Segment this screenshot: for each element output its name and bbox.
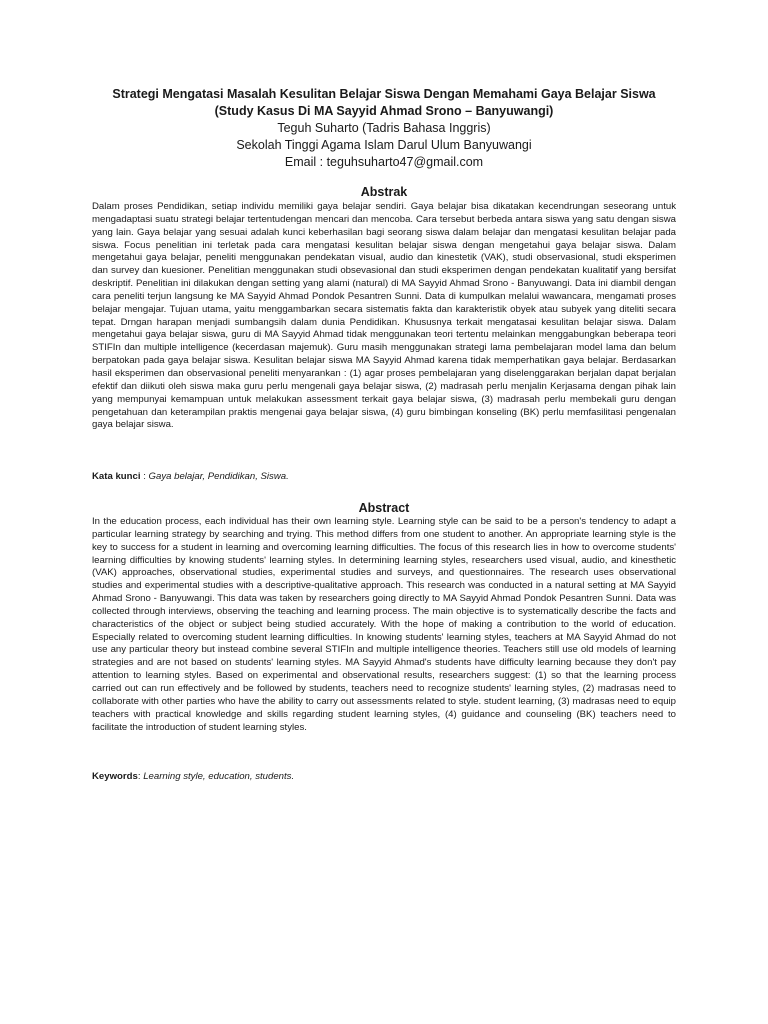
abstrak-body: Dalam proses Pendidikan, setiap individu memiliki gaya belajar sendiri. Gaya belajar bisa dikatakan kecendrungan seseorang untuk mengadaptasi suatu strategi belajar tertentudengan mencari dan mencoba. Cara tersebut berbeda antara siswa yang satu dengan siswa yang lain. Gaya belajar yang sesuai adalah kunci keberhasilan bagi seorang siswa dalam belajar dan mengatasi kesulitan belajar pada siswa. Focus penelitian ini terletak pada cara mengatasi kesulitan belajar siswa dengan mengetahui gaya belajar siswa. Dalam mengetahui gaya belajar, peneliti menggunakan pendekatan visual, audio dan kinestetik (VAK), studi observasional, studi eksperimen dan survey dan kuesioner. Penelitian menggunakan studi obsevasional dan studi eksperimen dengan pendekatan kualitatif yang bersifat deskriptif. Penelitian ini dilakukan dengan setting yang alami (natural) di MA Sayyid Ahmad Srono - Banyuwangi. Data ini diambil dengan cara peneliti terjun langsung ke MA Sayyid Ahmad Pondok Pesantren Sunni. Data di kumpulkan melalui wawancara, mengamati proses belajar mengajar. Tujuan utama, yaitu menggambarkan secara sistematis fakta dan karakteristik obyek atau subyek yang diteliti secara tepat. Drngan harapan menjadi sumbangsih dalam dunia Pendidikan. Khususnya terkait mengatasai kesulitan belajar siswa. Dalam mengetahui gaya belajar siswa, guru di MA Sayyid Ahmad tidak menggunakan teori tertentu melainkan menggabungkan beberapa teori STIFIn dan multiple intelligence (kecerdasan majemuk). Guru masih menggunakan strategi lama pembelajaran model lama dan belum berpatokan pada gaya belajar siswa. Kesulitan belajar siswa MA Sayyid Ahmad karena tidak memperhatikan gaya belajar. Berdasarkan hasil eksperimen dan observasional peneliti menyarankan : (1) agar proses pembelajaran yang diselenggarakan berjalan dapat berjalan efektif dan diikuti oleh siswa maka guru perlu mengenali gaya belajar siswa, (2) madrasah perlu menjalin Kerjasama dengan pihak lain yang mempunyai kemampuan untuk melakukan assessment terkait gaya belajar siswa, (3) madrasah perlu membekali guru dengan pengetahuan dan keterampilan praktis mengenai gaya belajar siswa, (4) guru bimbingan konseling (BK) perlu memfasilitasi pengenalan gaya belajar siswa. bbox=[92, 201, 676, 431]
paper-subtitle: (Study Kasus Di MA Sayyid Ahmad Srono – Banyuwangi) bbox=[214, 104, 554, 118]
keywords-separator: : bbox=[137, 771, 144, 782]
paper-header bbox=[60, 86, 708, 171]
kata-kunci-separator: : bbox=[140, 471, 149, 482]
abstract-heading: Abstract bbox=[358, 501, 410, 515]
keywords-line bbox=[92, 771, 676, 784]
author-name: Teguh Suharto (Tadris Bahasa Inggris) bbox=[277, 121, 491, 135]
kata-kunci-label: Kata kunci bbox=[92, 471, 141, 482]
author-institution: Sekolah Tinggi Agama Islam Darul Ulum Banyuwangi bbox=[236, 138, 532, 152]
keywords-value: Learning style, education, students. bbox=[143, 771, 295, 782]
kata-kunci-value: Gaya belajar, Pendidikan, Siswa. bbox=[148, 471, 289, 482]
paper-title: Strategi Mengatasi Masalah Kesulitan Belajar Siswa Dengan Memahami Gaya Belajar Siswa bbox=[112, 87, 656, 101]
author-email: Email : teguhsuharto47@gmail.com bbox=[284, 155, 484, 169]
kata-kunci-line bbox=[92, 471, 676, 484]
abstract-body: In the education process, each individual has their own learning style. Learning style can be said to be a person's tendency to adapt a particular learning strategy by searching and trying. This method differs from one student to another. An appropriate learning style is the key to success for a student in learning and overcoming learning difficulties. The focus of this research lies in how to overcome students' learning difficulties by knowing students' learning styles. In determining learning styles, researchers used visual, audio, and kinesthetic (VAK) approaches, observational studies, experimental studies and surveys, and questionnaires. The research uses observational studies and experimental studies with a descriptive-qualitative approach. This research was conducted in a natural setting at MA Sayyid Ahmad Srono - Banyuwangi. This data was taken by researchers going directly to MA Sayyid Ahmad Pondok Pesantren Sunni. Data was collected through interviews, observing the teaching and learning process. The main objective is to systematically describe the facts and characteristics of the object or subject being studied accurately. With the hope of making a contribution to the world of education. Especially related to overcoming student learning difficulties. In knowing students' learning styles, teachers at MA Sayyid Ahmad do not use any particular theory but instead combine several STIFIn and multiple intelligence theories. Teachers still use old models of learning strategies and are not based on students' learning styles. MA Sayyid Ahmad's students have difficulty learning because they don't pay attention to learning styles. Based on experimental and observational results, researchers suggest: (1) so that the learning process carried out can run effectively and be followed by students, teachers need to recognize students' learning styles, (2) madrasas need to collaborate with other parties who have the ability to carry out assessments related to style. student learning, (3) madrasas need to equip teachers with practical knowledge and skills regarding student learning styles, (4) guidance and counseling (BK) teachers need to facilitate the introduction of student learning styles. bbox=[92, 516, 676, 733]
abstrak-heading: Abstrak bbox=[360, 185, 408, 199]
keywords-label: Keywords bbox=[92, 771, 138, 782]
